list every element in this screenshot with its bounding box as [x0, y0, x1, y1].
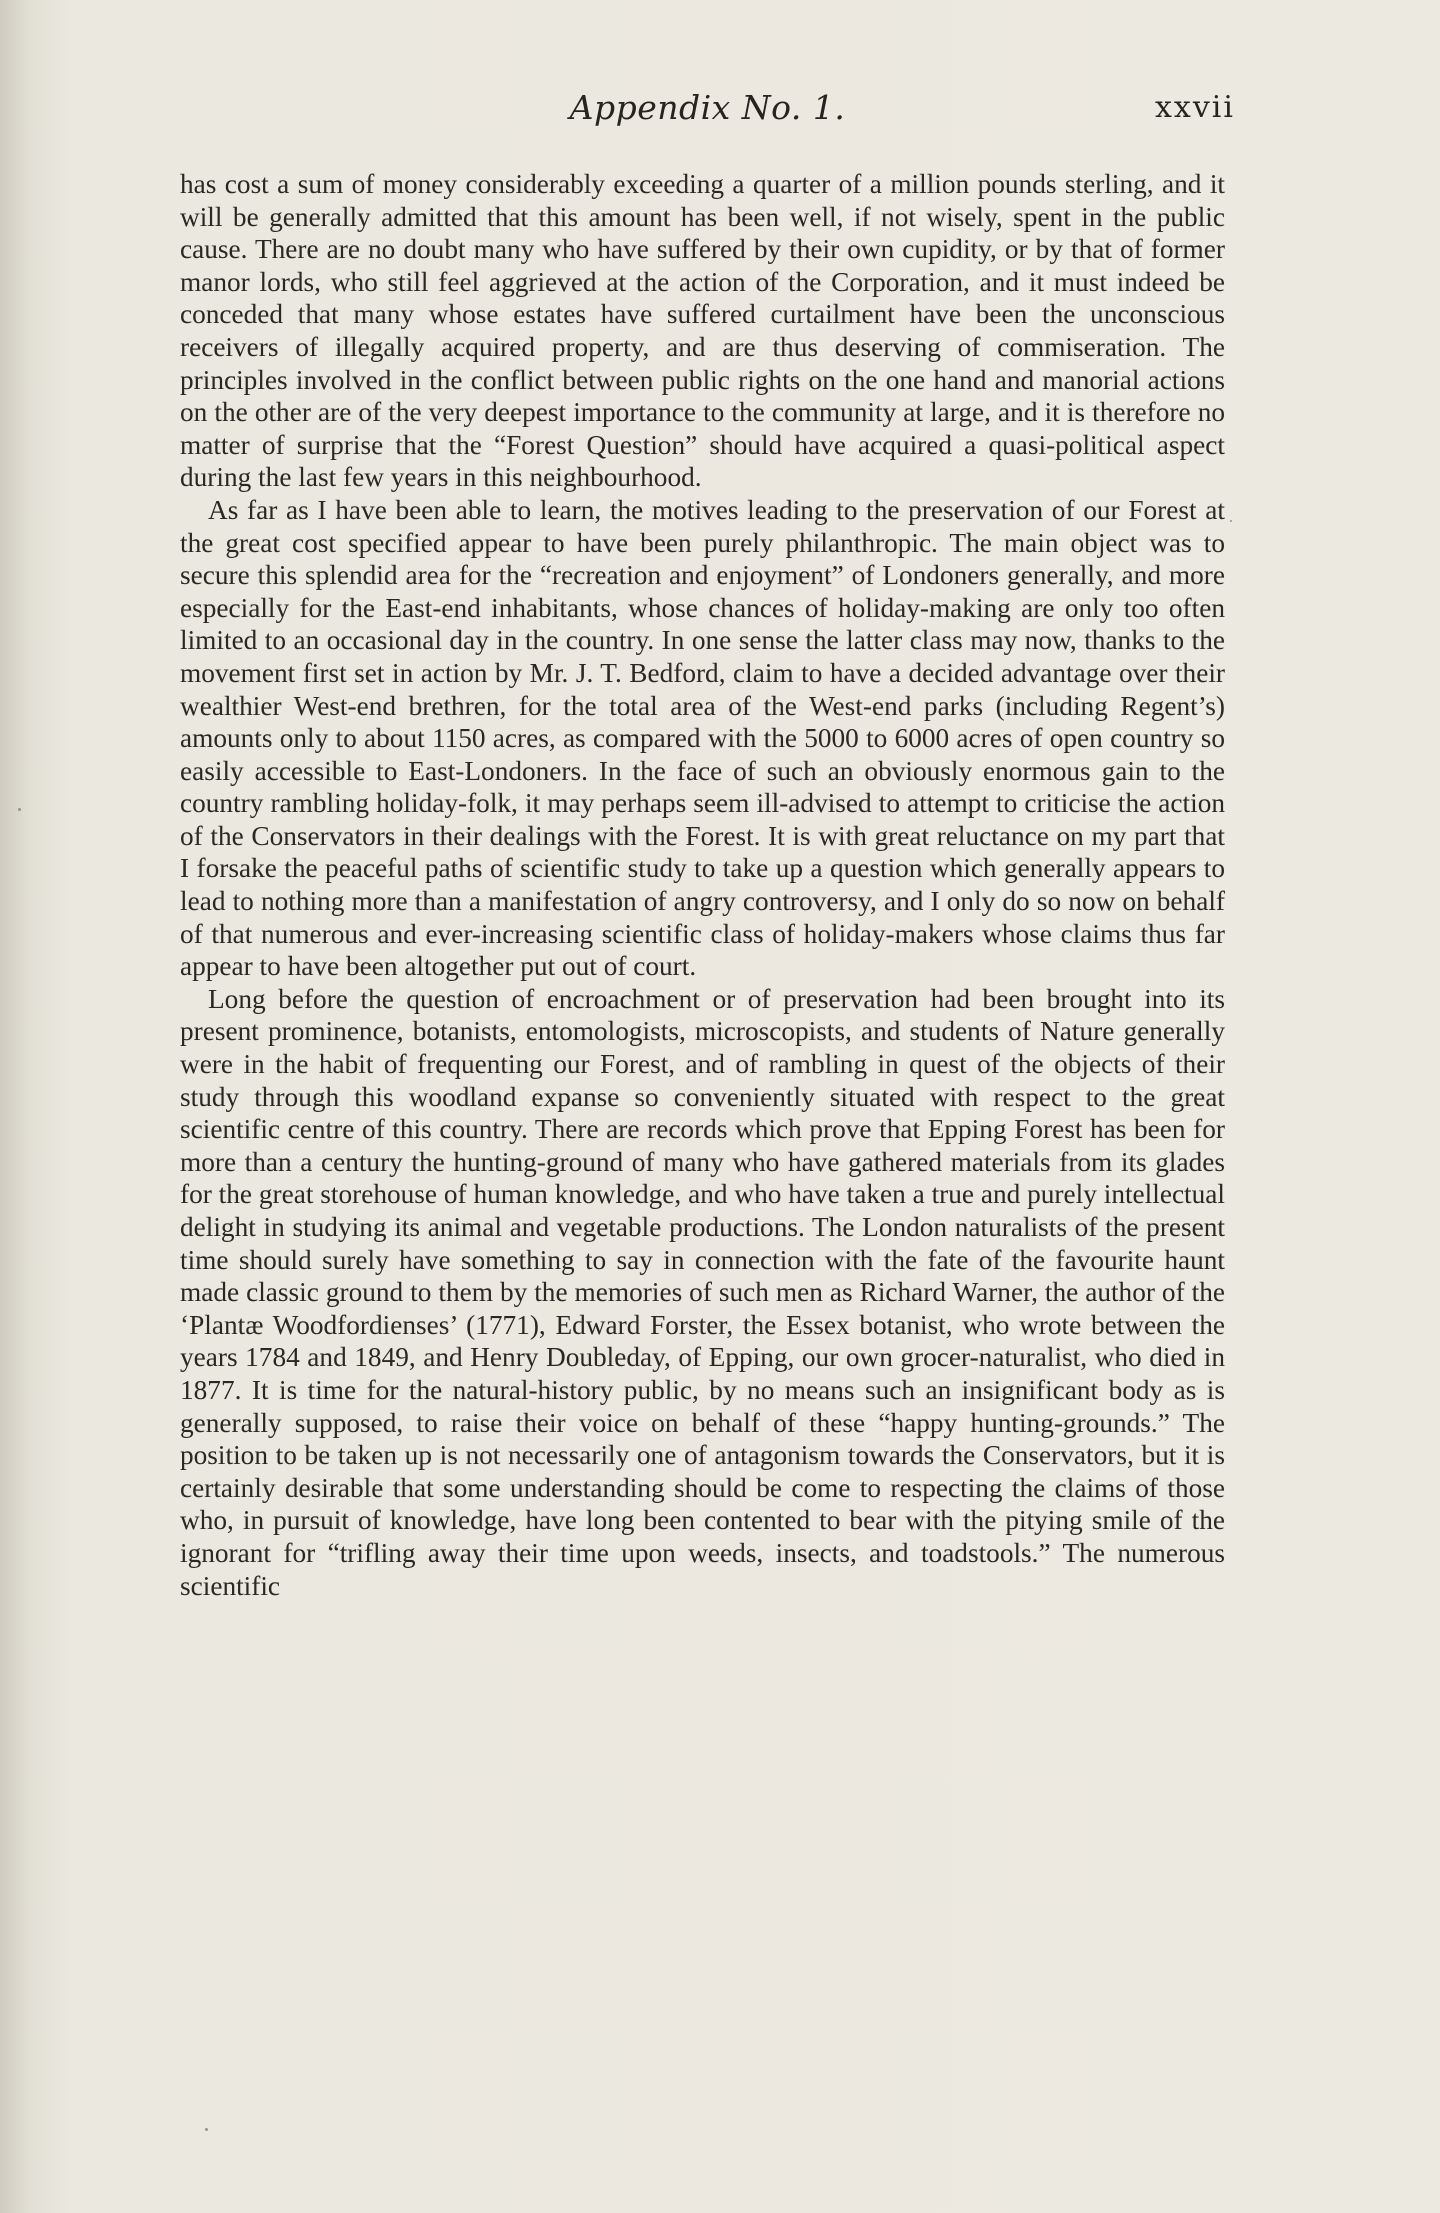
paragraph: Long before the question of encroachment or of preservation had been brought into its present prominence, botanists, entomologists, microscopists, and students of Nature generally were in the habit of frequenting our Forest, and of rambling in quest of the objects of their study through this woodland expanse so conveniently situated with respect to the great scientific centre of this country. There are records which prove that Epping Forest has been for more than a century the hunting-ground of many who have gathered materials from its glades for the great storehouse of human knowledge, and who have taken a true and purely intellectual delight in studying its animal and vegetable productions. The London naturalists of the present time should surely have something to say in connection with the fate of the favourite haunt made classic ground to them by the memories of such men as Richard Warner, the author of the ‘Plantæ Woodfordienses’ (1771), Edward Forster, the Essex botanist, who wrote between the years 1784 and 1849, and Henry Doubleday, of Epping, our own grocer-naturalist, who died in 1877. It is time for the natural-history public, by no means such an insignificant body as is generally supposed, to raise their voice on behalf of these “happy hunting-grounds.” The position to be taken up is not necessarily one of antagonism towards the Conservators, but it is certainly desirable that some understanding should be come to respecting the claims of those who, in pursuit of knowledge, have long been contented to bear with the pitying smile of the ignorant for “trifling away their time upon weeds, insects, and toadstools.” The numerous scientific — [180, 983, 1225, 1601]
paper-speck — [18, 808, 21, 811]
running-title: Appendix No. 1. — [569, 88, 846, 127]
paper-speck — [205, 2128, 208, 2131]
paragraph-continued: has cost a sum of money considerably exceeding a quarter of a million pounds sterling, and it will be generally admitted that this amount has been well, if not wisely, spent in the public cause. There are no doubt many who have suffered by their own cupidity, or by that of former manor lords, who still feel aggrieved at the action of the Corporation, and it must indeed be conceded that many whose estates have suffered curtailment have been the unconscious receivers of illegally acquired property, and are thus deserving of commiseration. The principles involved in the conflict between public rights on the one hand and manorial actions on the other are of the very deepest importance to the community at large, and it is therefore no matter of surprise that the “Forest Question” should have acquired a quasi-political aspect during the last few years in this neighbourhood. — [180, 169, 1225, 493]
running-head — [180, 88, 1235, 134]
page-number: xxvii — [1155, 90, 1235, 125]
body-text — [180, 168, 1225, 1602]
paragraph: As far as I have been able to learn, the motives leading to the preservation of our Forest at the great cost specified appear to have been purely philanthropic. The main object was to secure this splendid area for the “recreation and enjoyment” of Londoners generally, and more especially for the East-end inhabitants, whose chances of holiday-making are only too often limited to an occasional day in the country. In one sense the latter class may now, thanks to the movement first set in action by Mr. J. T. Bedford, claim to have a decided advantage over their wealthier West-end brethren, for the total area of the West-end parks (including Regent’s) amounts only to about 1150 acres, as compared with the 5000 to 6000 acres of open country so easily accessible to East-Londoners. In the face of such an obviously enormous gain to the country rambling holiday-folk, it may perhaps seem ill-advised to attempt to criticise the action of the Conservators in their dealings with the Forest. It is with great reluctance on my part that I forsake the peaceful paths of scientific study to take up a question which generally appears to lead to nothing more than a manifestation of angry controversy, and I only do so now on behalf of that numerous and ever-increasing scientific class of holiday-makers whose claims thus far appear to have been altogether put out of court. — [180, 494, 1225, 982]
paper-speck — [1230, 520, 1232, 522]
